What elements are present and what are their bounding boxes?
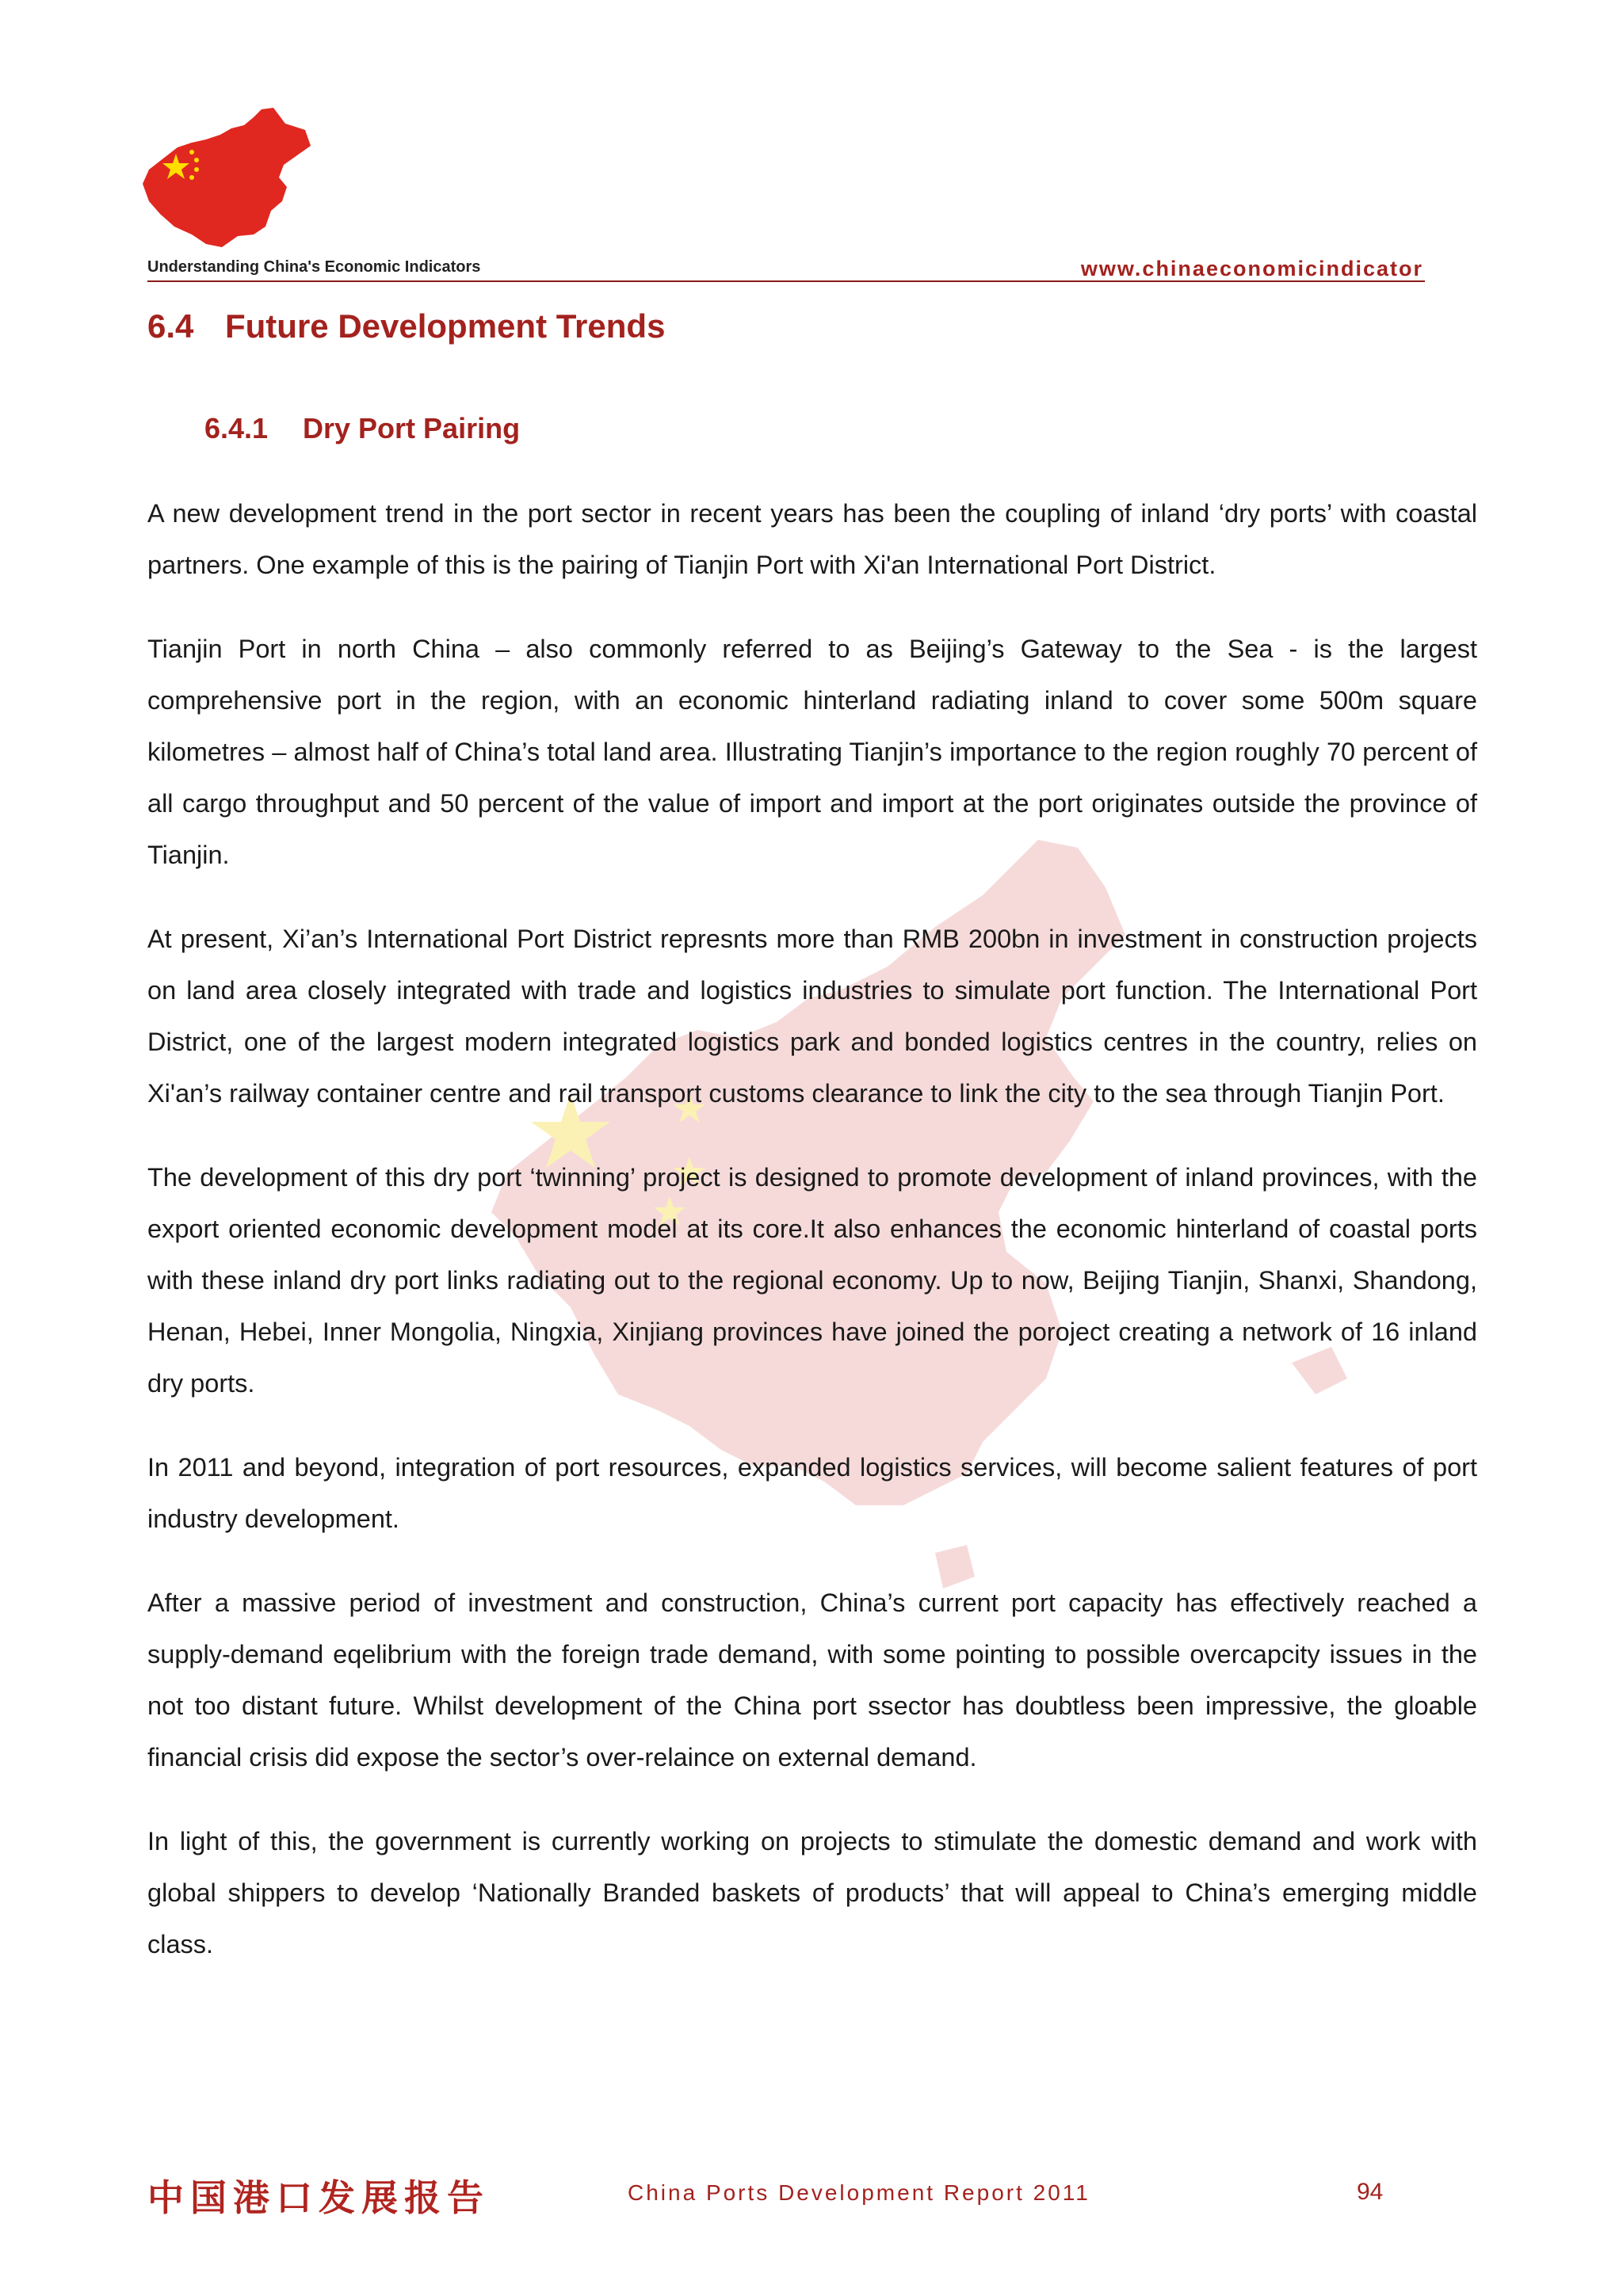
subsection-title: Dry Port Pairing xyxy=(303,412,521,444)
header-divider xyxy=(147,280,1425,282)
page-number: 94 xyxy=(1357,2179,1384,2205)
footer-report-title: China Ports Development Report 2011 xyxy=(628,2180,1090,2205)
header-website[interactable]: www.chinaeconomicindicator xyxy=(1080,257,1423,280)
paragraph: After a massive period of investment and construction, China’s current port capacity has effectively reached a supply-demand eqelibrium with the foreign trade demand, with some pointing to possible overcapcity issues in the not too distant future. Whilst development of the China port ssector has doubtless been impressive, the gloable financial crisis did expose the sector’s over-relaince on external demand. xyxy=(147,1589,1477,1772)
paragraph: At present, Xi’an’s International Port District represnts more than RMB 200bn in investment in construction projects on land area closely integrated with trade and logistics industries to simulate port function. The International Port District, one of the largest modern integrated logistics park and bonded logistics centres in the country, relies on Xi'an’s railway container centre and rail transport customs clearance to link the city to the sea through Tianjin Port. xyxy=(147,925,1477,1108)
paragraph: In 2011 and beyond, integration of port resources, expanded logistics services, will become salient features of port industry development. xyxy=(147,1453,1477,1533)
section-number: 6.4 xyxy=(147,307,194,345)
paragraph: Tianjin Port in north China – also commonly referred to as Beijing’s Gateway to the Sea - is the largest comprehensive port in the region, with an economic hinterland radiating inland to cover some 500m square kilometres – almost half of China’s total land area. Illustrating Tianjin’s importance to the region roughly 70 percent of all cargo throughput and 50 percent of the value of import and import at the port originates outside the province of Tianjin. xyxy=(147,635,1477,869)
paragraph: The development of this dry port ‘twinning’ project is designed to promote development of inland provinces, with the export oriented economic development model at its core.It also enhances the economic hinterland of coastal ports with these inland dry port links radiating out to the regional economy. Up to now, Beijing Tianjin, Shanxi, Shandong, Henan, Hebei, Inner Mongolia, Ningxia, Xinjiang provinces have joined the poroject creating a network of 16 inland dry ports. xyxy=(147,1163,1477,1398)
paragraph: A new development trend in the port sector in recent years has been the coupling of inland ‘dry ports’ with coastal partners. One example of this is the pairing of Tianjin Port with Xi'an International Port District. xyxy=(147,499,1477,579)
body-content xyxy=(147,488,1477,2003)
paragraph: In light of this, the government is currently working on projects to stimulate the domestic demand and work with global shippers to develop ‘Nationally Branded baskets of products’ that will appeal to China’s emerging middle class. xyxy=(147,1827,1477,1958)
china-flag-map-logo xyxy=(143,108,313,250)
section-title: Future Development Trends xyxy=(225,307,666,345)
subsection-heading xyxy=(204,412,520,445)
footer-chinese-title: 中国港口发展报告 xyxy=(147,2176,490,2219)
header-tagline: Understanding China's Economic Indicators xyxy=(147,258,481,276)
section-heading xyxy=(147,307,665,345)
subsection-number: 6.4.1 xyxy=(204,412,269,444)
